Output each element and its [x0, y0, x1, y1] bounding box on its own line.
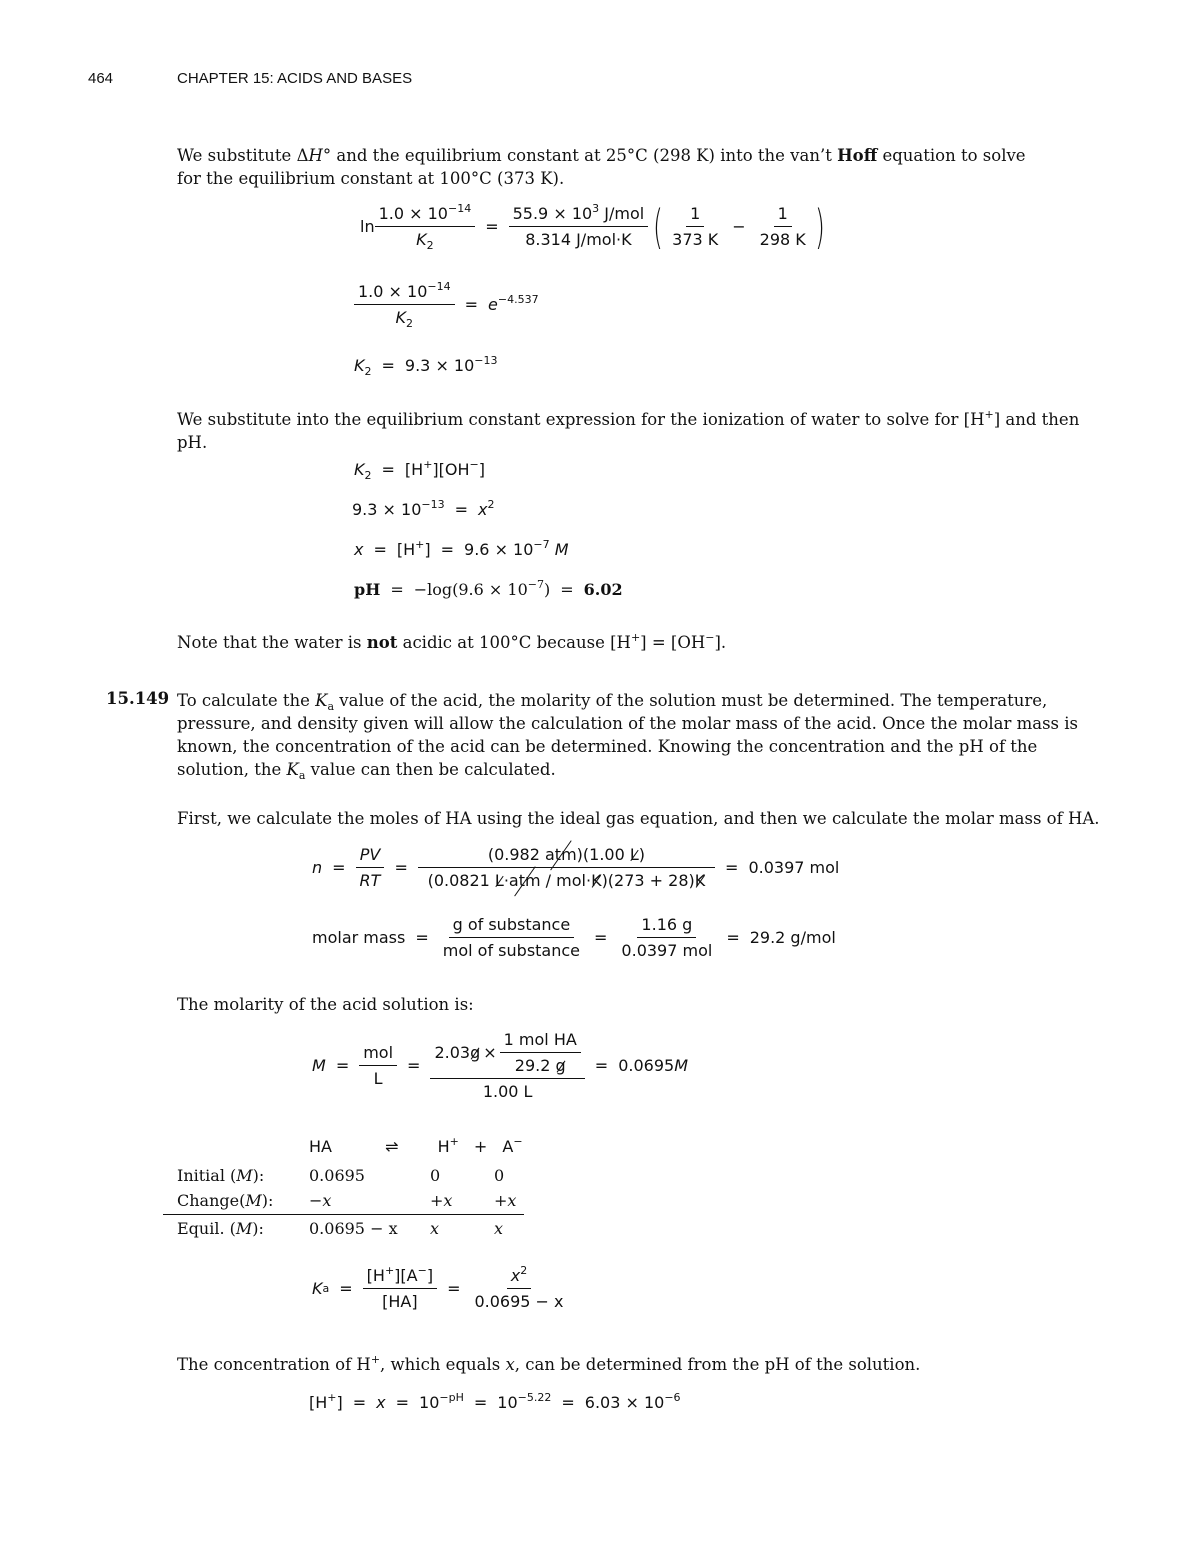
equation-h-from-ph: $[H^+] = x = 10^{-pH} = 10^{-5.22} = 6.03 \times 10^{-6}$: [309, 1391, 681, 1412]
equation-h-conc: $x = [H^+] = 9.6 \times 10^{-7}$ M: [354, 538, 569, 559]
chapter-title: CHAPTER 15: ACIDS AND BASES: [177, 70, 413, 87]
ice-change-ha: −x: [309, 1191, 332, 1210]
paragraph-ideal-gas: First, we calculate the moles of HA using the ideal gas equation, and then we calculate the molar mass of HA.: [177, 809, 1100, 828]
ice-change-h: +x: [430, 1191, 453, 1210]
ice-equil-ha: 0.0695 − x: [309, 1219, 398, 1238]
equation-ka: K a = $\frac{[H^+][A^-]}{[HA]}$ = $\frac{x^2}{0.0695 - x}$: [312, 1264, 564, 1311]
equation-kw: $K_2 = [H^+][OH^-]$: [354, 458, 485, 482]
ice-initial-h: 0: [430, 1166, 441, 1185]
ice-equil-h: x: [430, 1219, 440, 1238]
equation-ideal-gas: n = $\frac{PV}{RT}$ = $\frac{\text{(0.982 atm)(1.00 L)}}{\text{(0.0821 L·atm / mol·K)(273 + 28)K}}$ = 0.0397 mol: [312, 845, 840, 890]
ice-row-equil: Equil. (M):: [177, 1219, 264, 1238]
equation-exponential: $\frac{1.0 \times 10^{-14}}{K_2}$ = $e^{-4.537}$: [354, 282, 539, 327]
equation-k2-result: $K_2 = 9.3 \times 10^{-13}$: [354, 354, 498, 378]
ice-change-a: +x: [494, 1191, 517, 1210]
ice-equil-a: x: [494, 1219, 504, 1238]
paragraph-note: Note that the water is not acidic at 100°C because [H+] = [OH−].: [177, 631, 727, 652]
paragraph-h-conc: The concentration of H+, which equals x, can be determined from the pH of the solution.: [177, 1353, 921, 1374]
problem-intro: To calculate the $K_a$ value of the acid, the molarity of the solution must be determined. The temperature, pressure, and density given will allow the calculation of the molar mass of the acid. Once the molar mass is known, the concentration of the acid can be determined. Knowing the concentration and the pH of the solution, the $K_a$ value can then be calculated.: [177, 691, 1078, 782]
ice-header: HA ⇌ H+ + A−: [309, 1135, 523, 1156]
ice-row-initial: Initial (M):: [177, 1166, 265, 1185]
page-number: 464: [88, 70, 114, 87]
ice-initial-a: 0: [494, 1166, 505, 1185]
equation-molar-mass: molar mass = $\frac{\text{g of substance}}{\text{mol of substance}}$ = $\frac{1.16 g}{\text{0.0397 mol}}$ = 29.2 g/mol: [312, 915, 836, 960]
equation-ph: pH = $-\log(9.6 \times 10^{-7}) = 6.02$: [354, 578, 623, 599]
equation-molarity: M = $\frac{\text{mol}}{L}$ = 2.03 g × $\frac{\text{1 mol HA}}{29.2 g}$ 1.00 L = 0.0695 M: [312, 1030, 688, 1101]
paragraph-ionization: We substitute into the equilibrium constant expression for the ionization of water to solve for [H+] and then pH.: [177, 408, 1080, 452]
paragraph-vant-hoff: We substitute ΔH° and the equilibrium constant at 25°C (298 K) into the van’t Hoff equation to solve for the equilibrium constant at 100°C (373 K).: [177, 146, 1026, 188]
ice-initial-ha: 0.0695: [309, 1166, 365, 1185]
equation-x-squared: $9.3 \times 10^{-13} = x^2$: [352, 498, 495, 519]
ice-divider: [163, 1214, 524, 1215]
ice-row-change: Change(M):: [177, 1191, 274, 1210]
paragraph-molarity: The molarity of the acid solution is:: [177, 995, 474, 1014]
problem-number: 15.149: [106, 689, 170, 708]
equation-vant-hoff: ln $\frac{1.0 \times 10^{-14}}{K_2}$ = $\frac{55.9 \times 10^3 J/mol}{\text{8.314 J/mol·K}}$ ( $\frac{1}{373 K}$ − $\frac{1}{298 K}$ ): [360, 199, 825, 254]
